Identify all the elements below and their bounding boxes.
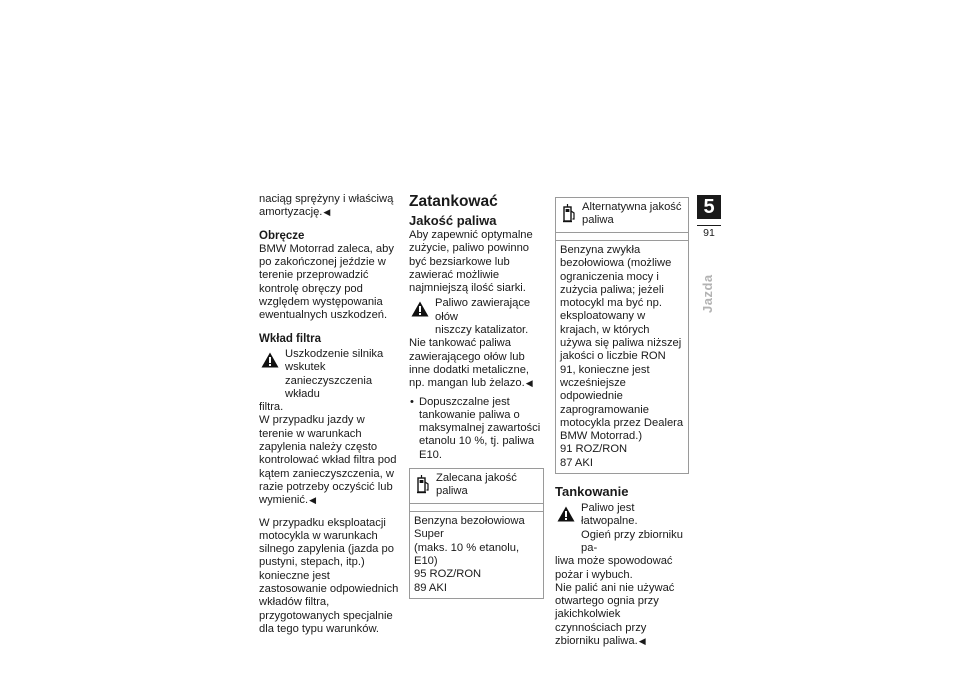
filter-warning-rest: filtra. — [259, 401, 284, 414]
filter-text-2: W przypadku eksploatacji motocykla w warunkach silnego zapylenia (jazda po pustyni, stepach, itp.) konieczne jest zastosowanie odpowiednich wkładów filtra, przygotowanych specjalnie dla tego typu warunków. — [259, 516, 399, 635]
end-mark-icon: ◀ — [638, 636, 646, 647]
filter-warning — [259, 348, 399, 414]
column-2 — [409, 193, 544, 599]
warning-triangle-icon — [557, 506, 575, 522]
chapter-number: 5 — [697, 195, 721, 219]
end-mark-icon: ◀ — [525, 378, 533, 389]
box-divider — [410, 504, 543, 512]
rims-heading: Obręcze — [259, 229, 305, 242]
warning-triangle-icon — [261, 352, 279, 368]
filter-text-1: W przypadku jazdy w terenie w warunkach zapylenia należy często kontrolować wkład filtra pod kątem zanieczyszczenia, w razie potrzeby oczyścić lub wymienić.◀ — [259, 414, 397, 507]
alternative-line: 91 ROZ/RON — [560, 443, 628, 456]
warning-triangle-icon — [411, 301, 429, 317]
end-mark-icon: ◀ — [323, 207, 331, 218]
end-mark-icon: ◀ — [309, 495, 317, 506]
recommended-fuel-box-body — [410, 512, 543, 598]
refuel-warning-line2: Ogień przy zbiorniku pa- — [581, 528, 683, 554]
fuel-pump-icon — [417, 474, 430, 494]
recommended-line: 95 ROZ/RON — [414, 568, 482, 581]
main-heading: Zatankować — [409, 193, 498, 210]
filter-warning-line1: Uszkodzenie silnika wskutek — [285, 347, 384, 374]
column-3 — [555, 193, 689, 648]
recommended-line: Benzyna bezołowiowa Super — [414, 515, 525, 541]
ethanol-bullet — [409, 396, 544, 462]
bullet-dot: • — [410, 395, 414, 408]
alternative-text: Benzyna zwykła bezołowiowa (możliwe ograniczenia mocy i zużycia paliwa; jeżeli motocykl ma być np. eksploatowany w krajach, w których używa się paliwa niższej jakości o liczbie RON 91, konieczne jest wcześniejsze odpowiednie zaprogramowanie motocykla przez Dealera BMW Motorrad.) — [560, 244, 684, 443]
lead-warning-line2: niszczy katalizator. — [435, 324, 529, 337]
filter-heading: Wkład filtra — [259, 332, 321, 345]
lead-text: Nie tankować paliwa zawierającego ołów lub inne dodatki metaliczne, np. mangan lub żelazo.◀ — [409, 337, 533, 390]
alternative-line: 87 AKI — [560, 456, 593, 469]
refuel-text: Nie palić ani nie używać otwartego ognia przy jakichkolwiek czynnościach przy zbiorniku paliwa.◀ — [555, 581, 675, 648]
chapter-name: Jazda — [700, 274, 715, 313]
box-divider — [556, 233, 688, 241]
recommended-line: (maks. 10 % etanolu, E10) — [414, 541, 520, 567]
lead-warning — [409, 297, 544, 337]
recommended-line: 89 AKI — [414, 581, 447, 594]
lead-warning-line1: Paliwo zawierające ołów — [435, 297, 531, 323]
refuel-heading: Tankowanie — [555, 484, 629, 500]
refuel-warning-rest: liwa może spowodować pożar i wybuch. — [555, 555, 673, 581]
quality-heading: Jakość paliwa — [409, 213, 497, 228]
recommended-fuel-box-header — [410, 469, 543, 504]
refuel-warning-line1: Paliwo jest łatwopalne. — [581, 502, 638, 528]
recommended-fuel-box — [409, 468, 544, 599]
alternative-fuel-box-body — [556, 241, 688, 473]
intro-text: naciąg sprężyny i właściwą amortyzację.◀ — [259, 193, 394, 219]
recommended-fuel-box-title: Zalecana jakość paliwa — [436, 472, 517, 498]
alternative-fuel-box-title: Alternatywna jakość paliwa — [582, 201, 682, 227]
alternative-fuel-box — [555, 197, 689, 474]
alternative-fuel-box-header — [556, 198, 688, 233]
column-1 — [259, 193, 399, 636]
filter-warning-line2: zanieczyszczenia wkładu — [285, 374, 373, 400]
quality-text: Aby zapewnić optymalne zużycie, paliwo powinno być bezsiarkowe lub zawierać możliwie najmniejszą ilość siarki. — [409, 229, 533, 295]
bullet-text: Dopuszczalne jest tankowanie paliwa o maksymalnej zawartości etanolu 10 %, tj. paliwa E10. — [419, 395, 541, 461]
refuel-warning — [555, 502, 689, 582]
page-number: 91 — [697, 225, 721, 239]
rims-text: BMW Motorrad zaleca, aby po zakończonej jeździe w terenie przeprowadzić kontrolę obręczy pod względem występowania ewentualnych uszkodzeń. — [259, 242, 394, 322]
fuel-pump-icon — [563, 203, 576, 223]
